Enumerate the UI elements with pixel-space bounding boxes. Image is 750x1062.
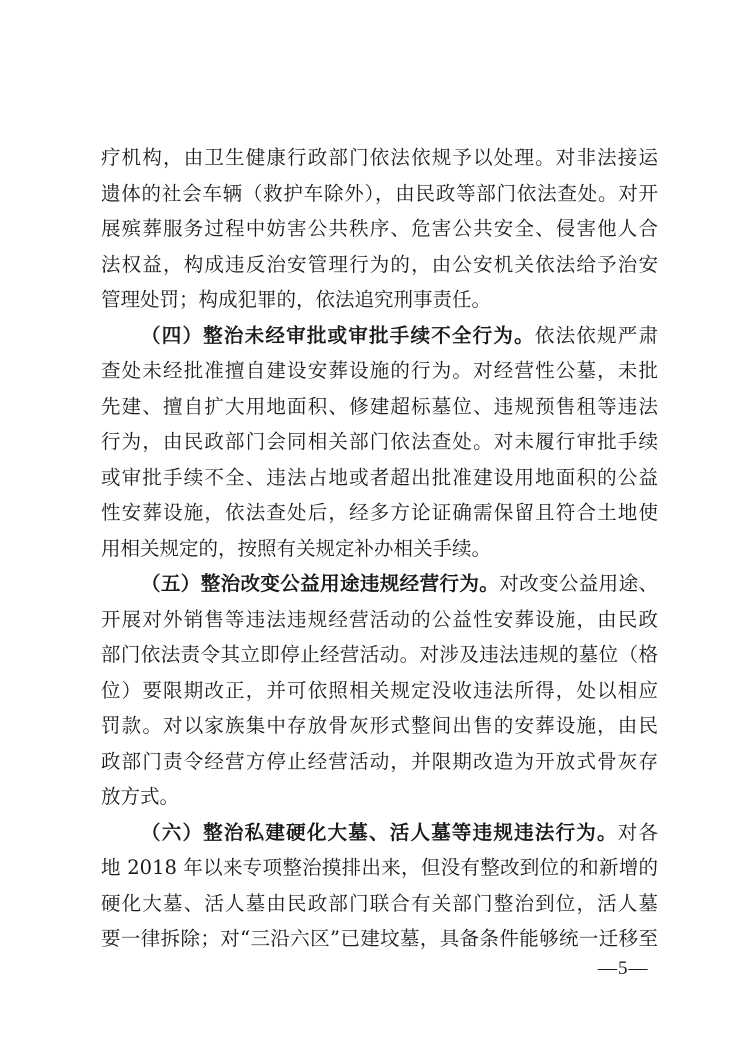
text-line (101, 779, 658, 815)
line-text: 要一律拆除；对“三沿六区”已建坟墓，具备条件能够统一迁移至 (101, 927, 658, 950)
line-text: 管理处罚；构成犯罪的，依法追究刑事责任。 (101, 288, 492, 311)
line-text: 用相关规定的，按照有关规定补办相关手续。 (101, 536, 492, 560)
line-text: 性安葬设施，依法查处后，经多方论证确需保留且符合土地使 (101, 501, 658, 524)
text-line (101, 850, 658, 886)
page-number: —5— (598, 958, 649, 979)
text-line (101, 886, 658, 922)
line-text: 或审批手续不全、违法占地或者超出批准建设用地面积的公益 (101, 465, 658, 489)
line-text: 法权益，构成违反治安管理行为的，由公安机关依法给予治安 (101, 252, 658, 276)
text-line (101, 389, 658, 425)
line-text: 疗机构，由卫生健康行政部门依法依规予以处理。对非法接运 (101, 146, 658, 169)
text-line (101, 531, 658, 567)
text-line (101, 708, 658, 744)
text-line (101, 744, 658, 780)
section-heading: （四）整治未经审批或审批手续不全行为。 (141, 323, 535, 347)
text-line (101, 566, 658, 602)
line-text: 放方式。 (101, 785, 180, 808)
line-text: 展殡葬服务过程中妨害公共秩序、危害公共安全、侵害他人合 (101, 217, 658, 240)
text-line (101, 176, 658, 212)
paragraph (101, 815, 658, 957)
line-text: 位）要限期改正，并可依照相关规定没收违法所得，处以相应 (101, 678, 658, 702)
text-line (101, 318, 658, 354)
line-text: 遗体的社会车辆（救护车除外），由民政等部门依法查处。对开 (101, 181, 658, 205)
text-line (101, 673, 658, 709)
line-text: 开展对外销售等违法违规经营活动的公益性安葬设施，由民政 (101, 607, 658, 631)
line-text: 先建、擅自扩大用地面积、修建超标墓位、违规预售租等违法 (101, 394, 658, 418)
line-text: 对各 (617, 820, 658, 844)
line-text: 地 2018 年以来专项整治摸排出来，但没有整改到位的和新增的 (101, 856, 658, 879)
text-line (101, 460, 658, 496)
line-text: 依法依规严肃 (534, 323, 658, 347)
paragraph (101, 318, 658, 567)
line-text: 对改变公益用途、 (499, 572, 658, 595)
line-text: 罚款。对以家族集中存放骨灰形式整间出售的安葬设施，由民 (101, 714, 658, 737)
line-text: 硬化大墓、活人墓由民政部门联合有关部门整治到位，活人墓 (101, 891, 658, 915)
text-line (101, 247, 658, 283)
text-line (101, 211, 658, 247)
section-heading: （六）整治私建硬化大墓、活人墓等违规违法行为。 (141, 820, 618, 844)
document-body (101, 140, 658, 957)
text-line (101, 424, 658, 460)
line-text: 政部门责令经营方停止经营活动，并限期改造为开放式骨灰存 (101, 749, 658, 773)
text-line (101, 815, 658, 851)
line-text: 部门依法责令其立即停止经营活动。对涉及违法违规的墓位（格 (101, 643, 658, 666)
paragraph (101, 140, 658, 318)
text-line (101, 282, 658, 318)
text-line (101, 602, 658, 638)
paragraph (101, 566, 658, 815)
text-line (101, 637, 658, 673)
text-line (101, 353, 658, 389)
text-line (101, 921, 658, 957)
line-text: 行为，由民政部门会同相关部门依法查处。对未履行审批手续 (101, 430, 658, 453)
text-line (101, 140, 658, 176)
line-text: 查处未经批准擅自建设安葬设施的行为。对经营性公墓，未批 (101, 359, 658, 382)
text-line (101, 495, 658, 531)
section-heading: （五）整治改变公益用途违规经营行为。 (141, 572, 500, 595)
